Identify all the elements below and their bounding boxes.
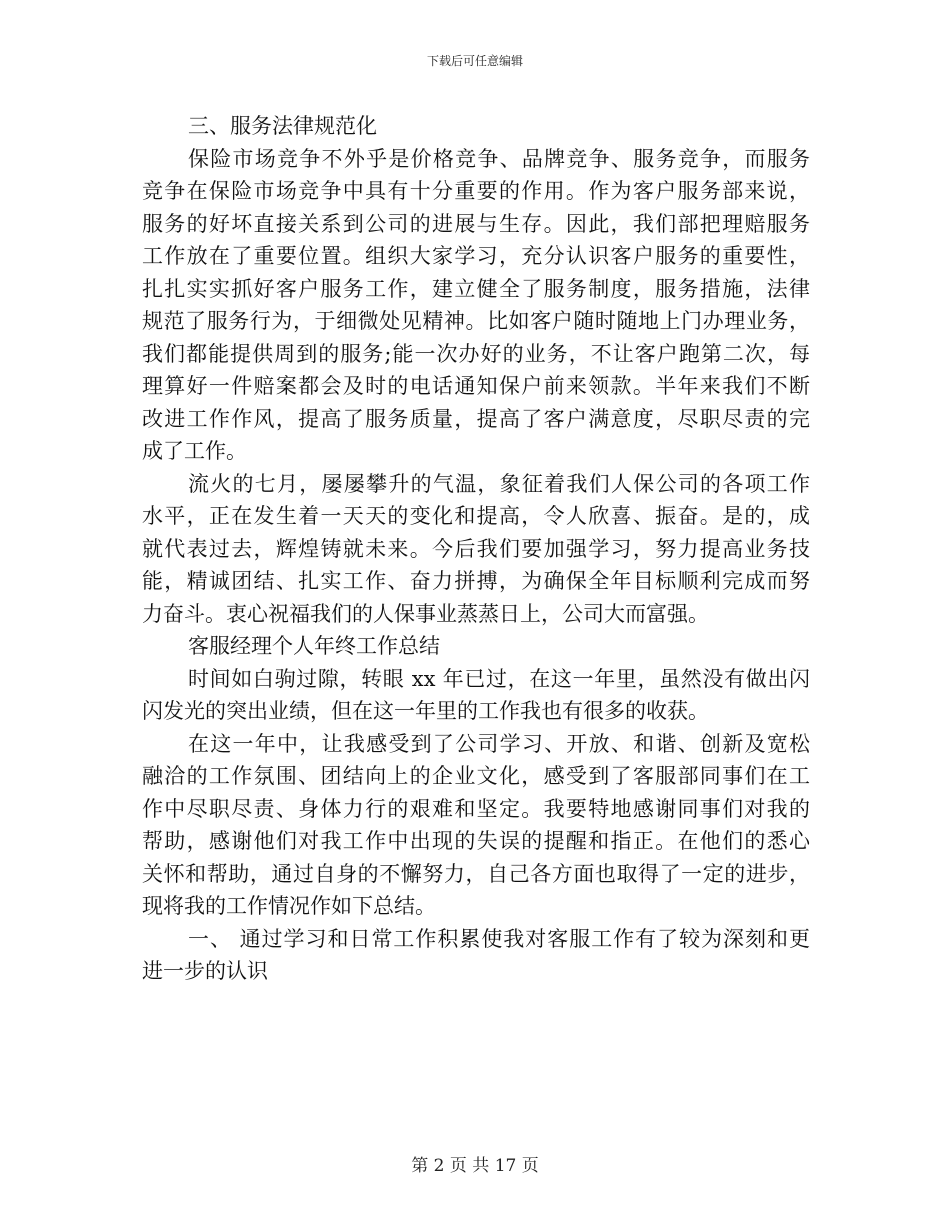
text-line: 水平，正在发生着一天天的变化和提高，令人欣喜、振奋。是的，成 (142, 504, 810, 528)
text-line: 成了工作。 (142, 439, 247, 463)
text-line: 能，精诚团结、扎实工作、奋力拼搏，为确保全年目标顺利完成而努 (142, 569, 810, 593)
text-line: 改进工作作风，提高了服务质量，提高了客户满意度，尽职尽责的完 (142, 406, 810, 431)
document-body (142, 110, 810, 988)
page-header: 下载后可任意编辑 (426, 54, 523, 68)
text-line: 三、服务法律规范化 (188, 114, 377, 138)
text-line: 工作放在了重要位置。组织大家学习，充分认识客户服务的重要性， (142, 244, 810, 268)
text-line: 竞争在保险市场竞争中具有十分重要的作用。作为客户服务部来说， (142, 179, 810, 203)
text-line: 流火的七月，屡屡攀升的气温，象征着我们人保公司的各项工作 (188, 471, 810, 496)
text-line: 服务的好坏直接关系到公司的进展与生存。因此，我们部把理赔服务 (142, 211, 810, 236)
text-line: 力奋斗。衷心祝福我们的人保事业蒸蒸日上，公司大而富强。 (142, 601, 709, 626)
text-line: 客服经理个人年终工作总结 (188, 634, 440, 658)
text-line: 关怀和帮助，通过自身的不懈努力，自己各方面也取得了一定的进步， (142, 861, 810, 886)
text-line: 作中尽职尽责、身体力行的艰难和坚定。我要特地感谢同事们对我的 (142, 796, 810, 821)
text-line: 帮助，感谢他们对我工作中出现的失误的提醒和指正。在他们的悉心 (142, 829, 810, 853)
text-line: 闪发光的突出业绩，但在这一年里的工作我也有很多的收获。 (142, 699, 709, 723)
text-line: 融洽的工作氛围、团结向上的企业文化，感受到了客服部同事们在工 (142, 764, 810, 788)
text-line: 就代表过去，辉煌铸就未来。今后我们要加强学习，努力提高业务技 (142, 536, 810, 561)
text-line: 我们都能提供周到的服务;能一次办好的业务，不让客户跑第二次，每 (142, 341, 810, 366)
text-line: 扎扎实实抓好客户服务工作，建立健全了服务制度，服务措施，法律 (142, 276, 810, 301)
page-footer: 第 2 页 共 17 页 (411, 1156, 539, 1176)
text-line: 规范了服务行为，于细微处见精神。比如客户随时随地上门办理业务， (142, 309, 810, 333)
text-line: 一、 通过学习和日常工作积累使我对客服工作有了较为深刻和更 (188, 926, 810, 951)
text-line: 理算好一件赔案都会及时的电话通知保户前来领款。半年来我们不断 (142, 374, 810, 398)
text-line: 在这一年中，让我感受到了公司学习、开放、和谐、创新及宽松 (188, 731, 810, 756)
text-line: 保险市场竞争不外乎是价格竞争、品牌竞争、服务竞争，而服务 (188, 146, 810, 171)
text-line: 现将我的工作情况作如下总结。 (142, 894, 436, 918)
text-line: 进一步的认识 (142, 959, 268, 983)
text-line: 时间如白驹过隙，转眼 xx 年已过，在这一年里，虽然没有做出闪 (188, 666, 810, 691)
